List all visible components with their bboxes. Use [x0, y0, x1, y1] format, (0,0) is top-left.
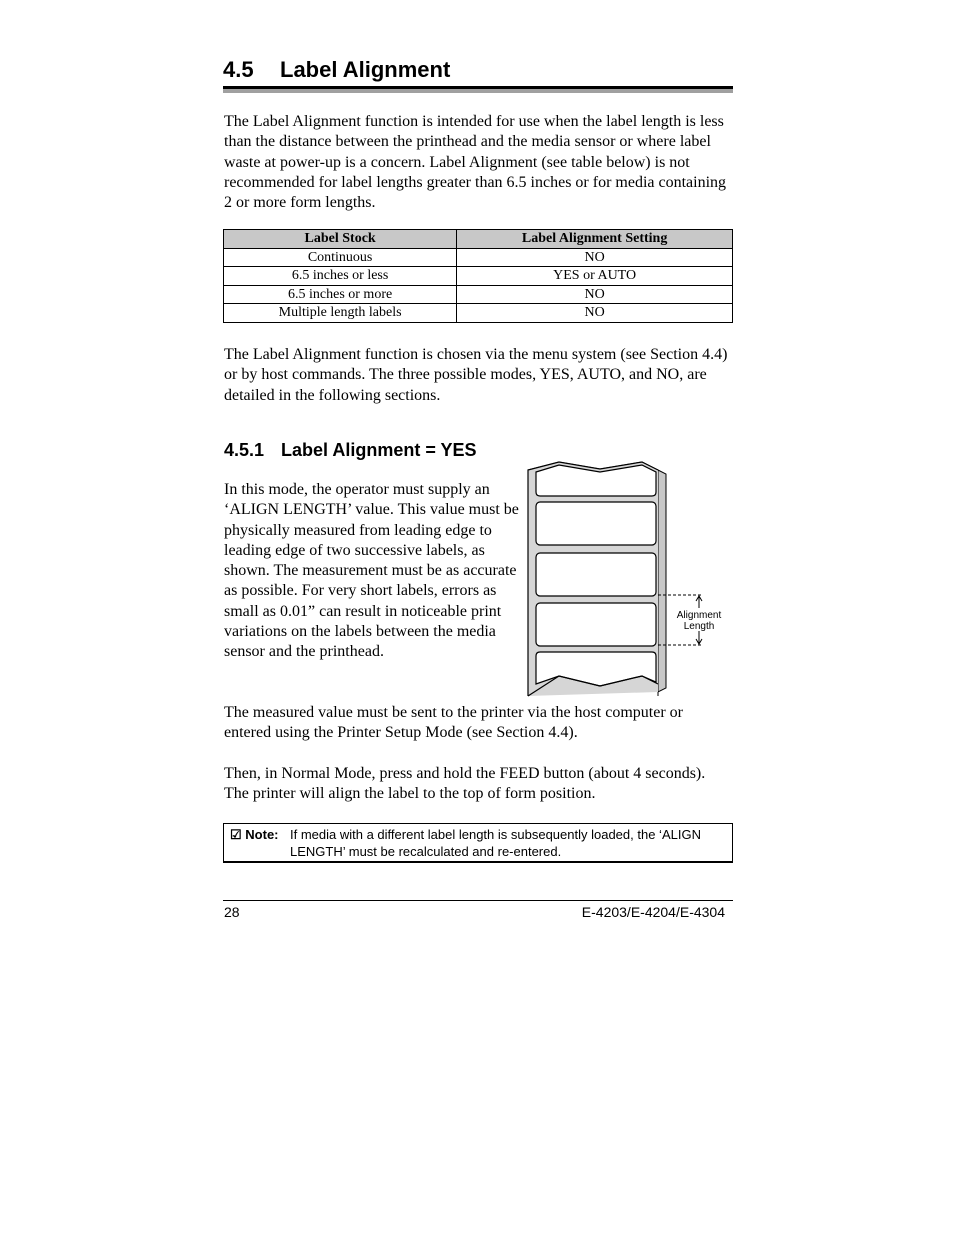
- label-3: [536, 603, 656, 646]
- modes-paragraph: The Label Alignment function is chosen via the menu system (see Section 4.4) or by host commands. The three possible modes, YES, AUTO, and NO, are detailed in the following sections.: [224, 346, 728, 404]
- yes-mode-paragraph: In this mode, the operator must supply an ‘ALIGN LENGTH’ value. This value must be physically measured from leading edge to leading edge of two successive labels, as shown. The measurement must be as accurate as possible. For very short labels, errors as small as 0.01” can result in noticeable print variations on the labels between the media sensor and the printhead.: [224, 481, 519, 661]
- table-cell: 6.5 inches or more: [224, 285, 457, 304]
- table-header-cell: Label Stock: [224, 230, 457, 249]
- subsection-heading: [224, 439, 477, 461]
- table-header-cell: Label Alignment Setting: [457, 230, 733, 249]
- table-row: [224, 248, 733, 267]
- table-row: [224, 267, 733, 286]
- table-cell: NO: [457, 304, 733, 323]
- liner-edge-shadow: [658, 470, 666, 692]
- note-label-text: Note:: [245, 827, 279, 842]
- label-2: [536, 553, 656, 596]
- page-number: 28: [224, 904, 240, 920]
- intro-paragraph: The Label Alignment function is intended for use when the label length is less than the distance between the printhead and the media sensor or where label waste at power-up is a concern. Label Alignment (see table below) is not recommended for label lengths greater than 6.5 inches or for media containing 2 or more form lengths.: [224, 113, 727, 212]
- table-cell: NO: [457, 285, 733, 304]
- figure-label-alignment: Alignment: [676, 610, 722, 621]
- note-text: If media with a different label length is subsequently loaded, the ‘ALIGN LENGTH’ must be recalculated and re-entered.: [290, 827, 701, 859]
- heading-rule: [223, 86, 733, 93]
- table-cell: 6.5 inches or less: [224, 267, 457, 286]
- note-box: [223, 823, 733, 863]
- measured-value-paragraph: The measured value must be sent to the printer via the host computer or entered using the Printer Setup Mode (see Section 4.4).: [224, 704, 683, 742]
- table-cell: NO: [457, 248, 733, 267]
- table-cell: Multiple length labels: [224, 304, 457, 323]
- feed-button-paragraph: Then, in Normal Mode, press and hold the FEED button (about 4 seconds). The printer will align the label to the top of form position.: [224, 765, 706, 803]
- section-number: 4.5: [223, 57, 254, 82]
- subsection-title: Label Alignment = YES: [281, 440, 477, 460]
- label-stock-table: [223, 229, 733, 323]
- table-cell: Continuous: [224, 248, 457, 267]
- document-id: E-4203/E-4204/E-4304: [581, 904, 725, 920]
- label-media-diagram: [526, 458, 731, 700]
- table-row: [224, 304, 733, 323]
- section-title: Label Alignment: [280, 57, 451, 82]
- label-1: [536, 502, 656, 545]
- table-row: [224, 285, 733, 304]
- subsection-number: 4.5.1: [224, 440, 265, 460]
- figure-label-length: Length: [683, 621, 715, 632]
- table-header-row: [224, 230, 733, 249]
- checkbox-icon: ☑: [230, 827, 242, 842]
- section-heading: [223, 57, 733, 83]
- note-label: [230, 826, 279, 843]
- footer-rule: [223, 900, 733, 901]
- table-cell: YES or AUTO: [457, 267, 733, 286]
